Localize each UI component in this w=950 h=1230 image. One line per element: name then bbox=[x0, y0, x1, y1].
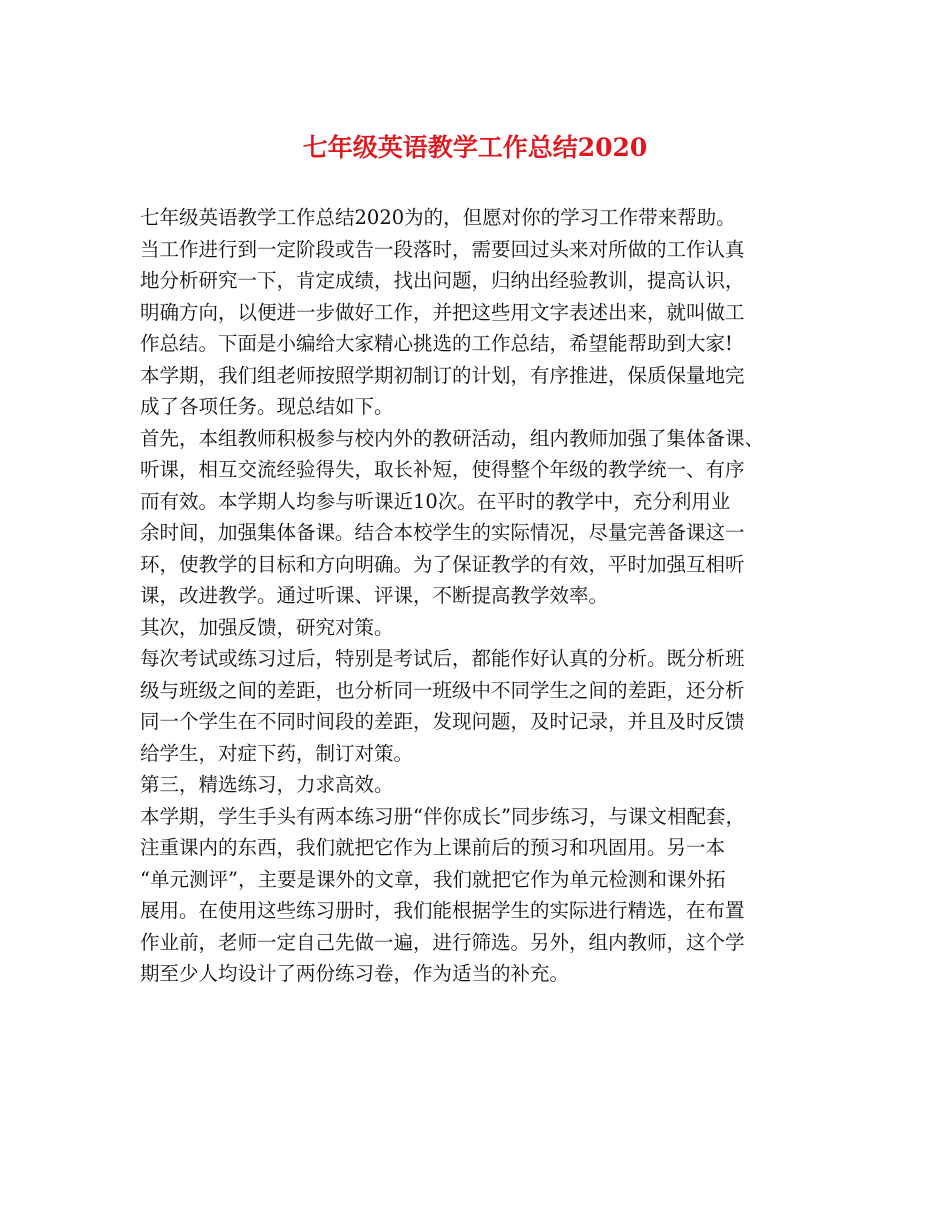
text-line: 级与班级之间的差距，也分析同一班级中不同学生之间的差距，还分析 bbox=[140, 678, 745, 702]
text-line: 而有效。本学期人均参与听课近10次。在平时的教学中，充分利用业 bbox=[140, 489, 731, 513]
text-line: 首先，本组教师积极参与校内外的教研活动，组内教师加强了集体备课、 bbox=[140, 426, 765, 450]
text-line: 作业前，老师一定自己先做一遍，进行筛选。另外，组内教师，这个学 bbox=[140, 930, 745, 954]
text-line: 作总结。下面是小编给大家精心挑选的工作总结，希望能帮助到大家! bbox=[140, 332, 733, 355]
text-line: 课，改进教学。通过听课、评课，不断提高教学效率。 bbox=[140, 584, 609, 607]
text-line: 地分析研究一下，肯定成绩，找出问题，归纳出经验教训，提高认识， bbox=[140, 269, 745, 292]
text-line: “单元测评”，主要是课外的文章，我们就把它作为单元检测和课外拓 bbox=[140, 867, 726, 891]
text-line: 给学生，对症下药，制订对策。 bbox=[140, 741, 414, 765]
text-line: 第三，精选练习，力求高效。 bbox=[140, 773, 394, 796]
text-line: 本学期，学生手头有两本练习册“伴你成长”同步练习，与课文相配套， bbox=[140, 804, 745, 828]
document-body bbox=[140, 202, 830, 990]
text-line: 其次，加强反馈，研究对策。 bbox=[140, 615, 394, 639]
text-line: 听课，相互交流经验得失，取长补短，使得整个年级的教学统一、有序 bbox=[140, 458, 745, 481]
text-line: 本学期，我们组老师按照学期初制订的计划，有序推进，保质保量地完 bbox=[140, 363, 745, 387]
text-line: 当工作进行到一定阶段或告一段落时，需要回过头来对所做的工作认真 bbox=[140, 237, 745, 261]
text-line: 同一个学生在不同时间段的差距，发现问题，及时记录，并且及时反馈 bbox=[140, 710, 745, 733]
text-line: 明确方向，以便进一步做好工作，并把这些用文字表述出来，就叫做工 bbox=[140, 300, 745, 324]
text-line: 注重课内的东西，我们就把它作为上课前后的预习和巩固用。另一本 bbox=[140, 836, 726, 859]
text-line: 展用。在使用这些练习册时，我们能根据学生的实际进行精选，在布置 bbox=[140, 899, 745, 922]
text-line: 期至少人均设计了两份练习卷，作为适当的补充。 bbox=[140, 962, 570, 985]
text-line: 七年级英语教学工作总结2020为的，但愿对你的学习工作带来帮助。 bbox=[140, 206, 736, 229]
text-line: 成了各项任务。现总结如下。 bbox=[140, 395, 394, 418]
text-line: 环，使教学的目标和方向明确。为了保证教学的有效，平时加强互相听 bbox=[140, 552, 745, 576]
text-line: 每次考试或练习过后，特别是考试后，都能作好认真的分析。既分析班 bbox=[140, 647, 745, 670]
text-line: 余时间，加强集体备课。结合本校学生的实际情况，尽量完善备课这一 bbox=[140, 521, 745, 544]
document-title: 七年级英语教学工作总结2020 bbox=[302, 133, 648, 162]
